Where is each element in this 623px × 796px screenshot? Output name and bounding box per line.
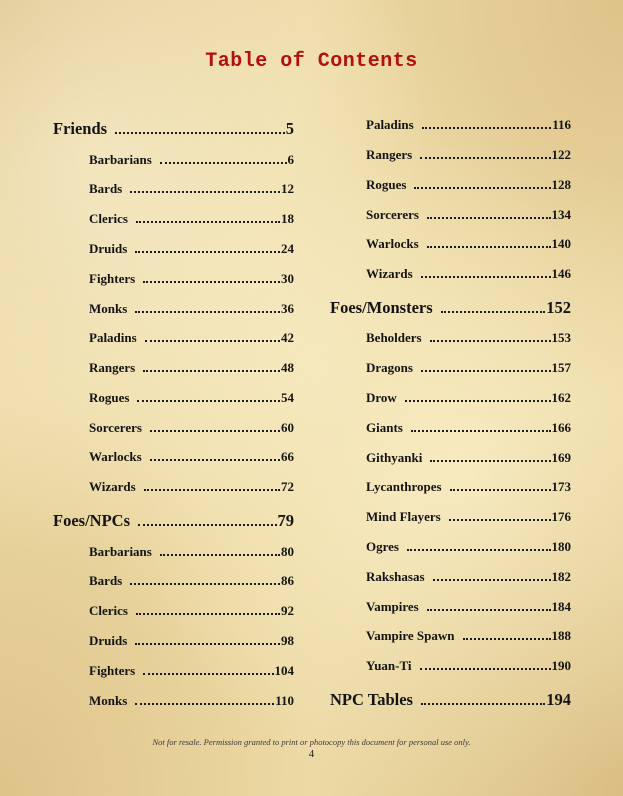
toc-entry-label: Barbarians [89, 152, 152, 167]
toc-entry-vampire-spawn[interactable] [366, 629, 571, 642]
toc-entry-giants[interactable] [366, 421, 571, 434]
toc-entry-page: 54 [281, 390, 294, 405]
dot-leader [136, 220, 280, 223]
toc-entry-label: Ogres [366, 539, 399, 554]
toc-entry-page: 79 [277, 511, 294, 530]
toc-entry-page: 66 [281, 449, 294, 464]
toc-entry-ogres[interactable] [366, 540, 571, 553]
dot-leader [143, 280, 280, 283]
toc-entry-label: Dragons [366, 360, 413, 375]
toc-entry-rakshasas[interactable] [366, 570, 571, 583]
toc-entry-warlocks[interactable] [366, 237, 571, 250]
dot-leader [143, 672, 273, 675]
dot-leader [430, 339, 551, 342]
dot-leader [427, 216, 551, 219]
dot-leader [450, 488, 551, 491]
toc-entry-page: 42 [281, 330, 294, 345]
toc-entry-page: 122 [551, 147, 571, 162]
toc-entry-page: 110 [275, 693, 294, 708]
toc-entry-npc-tables[interactable] [330, 692, 571, 709]
toc-entry-barbarians[interactable] [89, 153, 294, 166]
toc-entry-page: 157 [551, 360, 571, 375]
toc-entry-page: 116 [552, 117, 571, 132]
dot-leader [135, 702, 274, 705]
toc-entry-friends[interactable] [53, 121, 294, 138]
toc-entry-page: 184 [551, 599, 571, 614]
toc-entry-fighters[interactable] [89, 664, 294, 677]
toc-entry-drow[interactable] [366, 391, 571, 404]
dot-leader [115, 131, 285, 134]
toc-entry-page: 194 [546, 690, 571, 709]
toc-entry-label: Giants [366, 420, 403, 435]
toc-entry-label: Clerics [89, 603, 128, 618]
toc-entry-monks[interactable] [89, 302, 294, 315]
toc-entry-monks[interactable] [89, 694, 294, 707]
toc-entry-label: Paladins [89, 330, 137, 345]
toc-entry-label: Barbarians [89, 544, 152, 559]
dot-leader [411, 429, 551, 432]
toc-entry-druids[interactable] [89, 242, 294, 255]
dot-leader [421, 369, 551, 372]
dot-leader [135, 250, 280, 253]
toc-entry-label: Wizards [366, 266, 413, 281]
dot-leader [420, 667, 551, 670]
toc-entry-bards[interactable] [89, 574, 294, 587]
toc-entry-label: Warlocks [366, 236, 419, 251]
toc-entry-page: 162 [551, 390, 571, 405]
toc-entry-label: Druids [89, 633, 128, 648]
dot-leader [135, 642, 280, 645]
toc-entry-label: Rogues [89, 390, 130, 405]
toc-entry-page: 134 [551, 207, 571, 222]
toc-entry-sorcerers[interactable] [89, 421, 294, 434]
toc-entry-label: Vampire Spawn [366, 628, 455, 643]
dot-leader [138, 523, 277, 526]
page-number: 4 [308, 748, 315, 760]
dot-leader [130, 190, 280, 193]
toc-entry-rangers[interactable] [89, 361, 294, 374]
dot-leader [449, 518, 551, 521]
toc-entry-paladins[interactable] [366, 118, 571, 131]
toc-entry-page: 24 [281, 241, 294, 256]
dot-leader [433, 578, 551, 581]
toc-entry-page: 169 [551, 450, 571, 465]
toc-entry-sorcerers[interactable] [366, 208, 571, 221]
toc-entry-label: Rangers [89, 360, 136, 375]
toc-entry-page: 18 [281, 211, 294, 226]
toc-entry-page: 166 [551, 420, 571, 435]
toc-entry-clerics[interactable] [89, 604, 294, 617]
toc-entry-label: Paladins [366, 117, 414, 132]
toc-entry-rogues[interactable] [366, 178, 571, 191]
toc-entry-label: Beholders [366, 330, 422, 345]
dot-leader [421, 275, 551, 278]
toc-entry-clerics[interactable] [89, 212, 294, 225]
toc-entry-lycanthropes[interactable] [366, 480, 571, 493]
dot-leader [143, 369, 280, 372]
dot-leader [130, 582, 280, 585]
toc-entry-page: 6 [287, 152, 294, 167]
toc-entry-label: Vampires [366, 599, 419, 614]
dot-leader [150, 429, 280, 432]
toc-entry-label: Yuan-Ti [366, 658, 412, 673]
dot-leader [421, 702, 545, 705]
dot-leader [420, 156, 550, 159]
toc-entry-page: 12 [281, 181, 294, 196]
dot-leader [427, 608, 551, 611]
toc-entry-label: Friends [53, 119, 108, 138]
toc-entry-page: 60 [281, 420, 294, 435]
toc-entry-label: Drow [366, 390, 397, 405]
toc-entry-page: 128 [551, 177, 571, 192]
toc-entry-page: 36 [281, 301, 294, 316]
toc-entry-page: 104 [274, 663, 294, 678]
toc-entry-label: Bards [89, 573, 123, 588]
dot-leader [144, 488, 280, 491]
toc-entry-page: 80 [281, 544, 294, 559]
dot-leader [145, 339, 280, 342]
toc-entry-warlocks[interactable] [89, 450, 294, 463]
toc-entry-page: 176 [551, 509, 571, 524]
toc-entry-page: 180 [551, 539, 571, 554]
toc-entry-page: 140 [551, 236, 571, 251]
toc-entry-page: 48 [281, 360, 294, 375]
dot-leader [463, 637, 551, 640]
toc-entry-githyanki[interactable] [366, 451, 571, 464]
toc-entry-label: Lycanthropes [366, 479, 442, 494]
toc-entry-label: Fighters [89, 271, 136, 286]
dot-leader [430, 459, 550, 462]
toc-entry-page: 98 [281, 633, 294, 648]
dot-leader [160, 161, 287, 164]
toc-entry-label: Clerics [89, 211, 128, 226]
toc-entry-label: Monks [89, 301, 128, 316]
toc-entry-foes-npcs[interactable] [53, 513, 294, 530]
toc-entry-yuan-ti[interactable] [366, 659, 571, 672]
toc-entry-label: NPC Tables [330, 690, 413, 709]
toc-entry-label: Rakshasas [366, 569, 425, 584]
toc-entry-rangers[interactable] [366, 148, 571, 161]
toc-entry-fighters[interactable] [89, 272, 294, 285]
toc-entry-label: Mind Flayers [366, 509, 441, 524]
toc-entry-label: Warlocks [89, 449, 142, 464]
toc-entry-rogues[interactable] [89, 391, 294, 404]
toc-entry-bards[interactable] [89, 182, 294, 195]
toc-entry-beholders[interactable] [366, 331, 571, 344]
toc-entry-label: Monks [89, 693, 128, 708]
toc-entry-druids[interactable] [89, 634, 294, 647]
toc-entry-label: Wizards [89, 479, 136, 494]
toc-entry-paladins[interactable] [89, 331, 294, 344]
toc-entry-label: Foes/Monsters [330, 298, 433, 317]
toc-entry-label: Sorcerers [89, 420, 142, 435]
dot-leader [135, 310, 280, 313]
toc-entry-page: 188 [551, 628, 571, 643]
dot-leader [137, 399, 280, 402]
dot-leader [407, 548, 551, 551]
toc-entry-page: 173 [551, 479, 571, 494]
toc-entry-label: Druids [89, 241, 128, 256]
footer-disclaimer: Not for resale. Permission granted to print or photocopy this document for personal use only. [152, 737, 471, 747]
dot-leader [136, 612, 280, 615]
toc-entry-page: 190 [551, 658, 571, 673]
dot-leader [441, 310, 546, 313]
toc-entry-page: 5 [285, 119, 294, 138]
toc-entry-label: Rangers [366, 147, 413, 162]
dot-leader [150, 458, 280, 461]
toc-entry-label: Foes/NPCs [53, 511, 130, 530]
dot-leader [160, 553, 280, 556]
toc-entry-vampires[interactable] [366, 600, 571, 613]
toc-entry-label: Fighters [89, 663, 136, 678]
toc-entry-label: Bards [89, 181, 123, 196]
toc-entry-page: 152 [546, 298, 571, 317]
toc-entry-label: Rogues [366, 177, 407, 192]
toc-entry-page: 153 [551, 330, 571, 345]
toc-entry-page: 146 [551, 266, 571, 281]
dot-leader [422, 126, 552, 129]
toc-entry-mind-flayers[interactable] [366, 510, 571, 523]
toc-entry-page: 30 [281, 271, 294, 286]
toc-entry-page: 86 [281, 573, 294, 588]
toc-entry-wizards[interactable] [89, 480, 294, 493]
toc-entry-foes-monsters[interactable] [330, 300, 571, 317]
toc-entry-page: 92 [281, 603, 294, 618]
page-title: Table of Contents [205, 50, 418, 73]
toc-entry-dragons[interactable] [366, 361, 571, 374]
toc-entry-label: Githyanki [366, 450, 423, 465]
toc-entry-label: Sorcerers [366, 207, 419, 222]
toc-entry-barbarians[interactable] [89, 545, 294, 558]
dot-leader [405, 399, 551, 402]
dot-leader [414, 186, 550, 189]
toc-entry-wizards[interactable] [366, 267, 571, 280]
dot-leader [427, 245, 551, 248]
toc-entry-page: 72 [281, 479, 294, 494]
toc-entry-page: 182 [551, 569, 571, 584]
